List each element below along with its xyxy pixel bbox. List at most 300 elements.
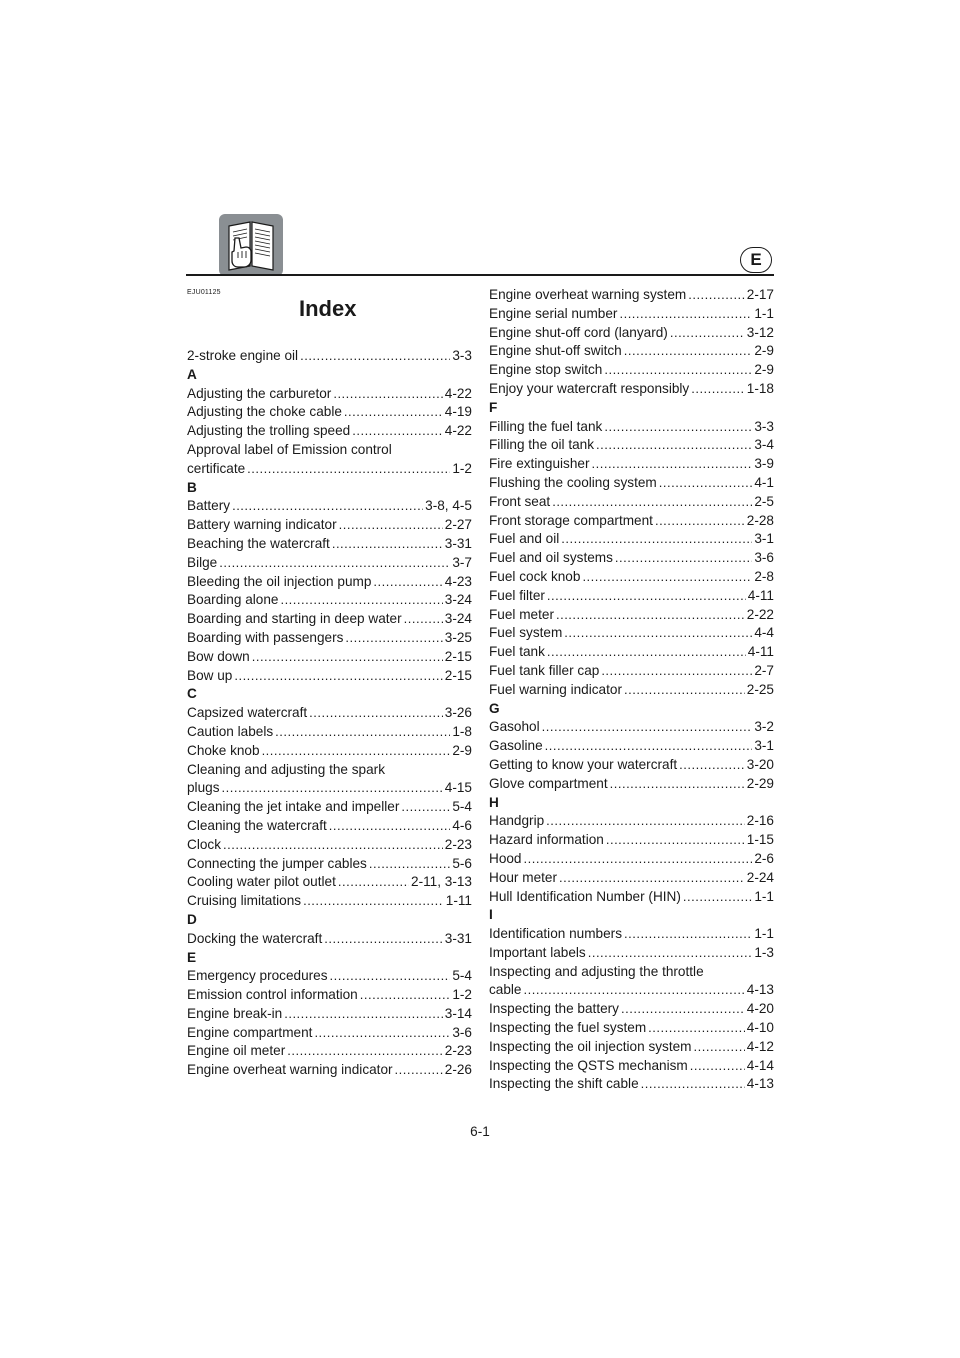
index-entry-page: 3-1 — [754, 738, 774, 754]
dot-leader — [329, 817, 451, 836]
index-entry-page: 3-20 — [746, 756, 774, 772]
index-entry-text: Cruising limitations — [187, 893, 302, 909]
manual-book-hand-icon — [219, 214, 283, 276]
index-entry-text: Capsized watercraft — [187, 705, 308, 721]
dot-leader — [624, 925, 752, 944]
index-entry — [489, 418, 774, 437]
index-entry-text: Fuel tank — [489, 644, 545, 660]
index-entry-page: 3-7 — [452, 554, 472, 570]
dot-leader — [655, 512, 745, 531]
document-code: EJU01125 — [187, 289, 221, 296]
dot-leader — [547, 587, 746, 606]
index-entry — [489, 756, 774, 775]
index-entry-page: 5-4 — [452, 968, 472, 984]
index-entry-page: 2-26 — [444, 1062, 472, 1078]
index-entry-page: 4-19 — [444, 404, 472, 420]
index-entry — [187, 648, 472, 667]
dot-leader — [694, 1038, 745, 1057]
index-entry-page: 3-6 — [452, 1024, 472, 1040]
index-entry — [489, 380, 774, 399]
index-entry-page: 3-26 — [444, 705, 472, 721]
dot-leader — [624, 681, 745, 700]
dot-leader — [683, 888, 752, 907]
index-entry — [187, 591, 472, 610]
index-entry — [187, 1024, 472, 1043]
index-entry-page: 2-16 — [746, 813, 774, 829]
index-entry-page: 3-12 — [746, 324, 774, 340]
index-section-letter: G — [489, 700, 500, 716]
index-entry-text: Adjusting the carburetor — [187, 385, 332, 401]
dot-leader — [404, 610, 443, 629]
index-entry-text: Adjusting the trolling speed — [187, 423, 351, 439]
index-entry-text: Boarding alone — [187, 592, 279, 608]
index-entry-text: Inspecting the oil injection system — [489, 1038, 692, 1054]
index-entry — [489, 286, 774, 305]
index-entry — [489, 549, 774, 568]
index-entry-text: Battery warning indicator — [187, 517, 337, 533]
index-section-letter: B — [187, 479, 197, 495]
dot-leader — [604, 418, 752, 437]
index-entry-page: 5-6 — [452, 855, 472, 871]
dot-leader — [641, 1075, 745, 1094]
dot-leader — [303, 892, 444, 911]
index-entry-text: Bow down — [187, 648, 250, 664]
index-entry — [489, 662, 774, 681]
dot-leader — [280, 591, 442, 610]
dot-leader — [314, 1024, 450, 1043]
index-entry-page: 3-24 — [444, 592, 472, 608]
index-entry-page: 3-31 — [444, 535, 472, 551]
index-entry-page: 2-24 — [746, 869, 774, 885]
index-entry-text: Inspecting the battery — [489, 1001, 619, 1017]
index-entry-text: Engine shut-off cord (lanyard) — [489, 324, 668, 340]
index-entry-page: 4-23 — [444, 573, 472, 589]
index-entry-page: 4-6 — [452, 817, 472, 833]
dot-leader — [223, 836, 443, 855]
index-entry-text: Boarding with passengers — [187, 629, 344, 645]
index-entry-text: 2-stroke engine oil — [187, 348, 299, 363]
index-entry-text: Approval label of Emission control — [187, 441, 392, 457]
index-entry — [489, 455, 774, 474]
index-entry — [187, 1042, 472, 1061]
dot-leader — [352, 422, 443, 441]
index-entry-page: 4-22 — [444, 423, 472, 439]
index-entry-page: 3-1 — [754, 531, 774, 547]
index-entry — [489, 850, 774, 869]
index-entry — [489, 831, 774, 850]
index-entry-page: 2-25 — [746, 681, 774, 697]
index-entry-page: 2-28 — [746, 512, 774, 528]
dot-leader — [330, 967, 451, 986]
index-entry-text: Boarding and starting in deep water — [187, 611, 402, 627]
index-entry-page: 3-8, 4-5 — [425, 498, 472, 514]
index-entry-page: 3-24 — [444, 611, 472, 627]
index-entry-page: 4-22 — [444, 385, 472, 401]
index-entry — [187, 930, 472, 949]
index-entry-page: 1-1 — [754, 305, 774, 321]
index-entry-page: 4-12 — [746, 1038, 774, 1054]
dot-leader — [559, 869, 745, 888]
index-entry-page: 3-3 — [754, 418, 774, 434]
index-entry-page: 4-13 — [746, 982, 774, 998]
index-entry — [187, 422, 472, 441]
index-entry-page: 2-6 — [754, 850, 774, 866]
index-entry-page: 5-4 — [452, 799, 472, 815]
dot-leader — [690, 1057, 745, 1076]
dot-leader — [604, 361, 752, 380]
index-section-letter: F — [489, 399, 498, 415]
index-entry-text: Cleaning the watercraft — [187, 817, 327, 833]
index-entry-page: 4-4 — [754, 625, 774, 641]
dot-leader — [556, 606, 745, 625]
index-entry-text: Fuel filter — [489, 587, 545, 603]
index-entry-page: 1-8 — [452, 723, 472, 739]
index-entry-text: Fuel cock knob — [489, 568, 581, 584]
index-entry-text: Filling the oil tank — [489, 437, 595, 453]
index-entry — [187, 497, 472, 516]
index-entry — [489, 888, 774, 907]
page-number: 6-1 — [470, 1124, 490, 1139]
index-entry-page: 2-15 — [444, 667, 472, 683]
index-entry — [489, 606, 774, 625]
index-entry — [489, 530, 774, 549]
index-entry-text: Gasoline — [489, 738, 543, 754]
index-entry — [489, 568, 774, 587]
index-entry — [489, 643, 774, 662]
index-entry-text: Adjusting the choke cable — [187, 404, 342, 420]
index-entry-text: Handgrip — [489, 813, 545, 829]
dot-leader — [247, 460, 450, 479]
index-entry-page: 2-17 — [746, 287, 774, 302]
index-entry-text: Engine oil meter — [187, 1043, 286, 1059]
index-entry-page: 1-2 — [452, 987, 472, 1003]
index-entry-text: Clock — [187, 836, 221, 852]
dot-leader — [606, 831, 745, 850]
index-entry — [187, 723, 472, 742]
index-entry-text: cable — [489, 982, 522, 998]
index-entry-text: Fuel and oil — [489, 531, 560, 547]
index-entry-page: 1-11 — [445, 893, 472, 909]
index-entry-page: 2-5 — [754, 493, 774, 509]
index-entry-text: Connecting the jumper cables — [187, 855, 367, 871]
index-entry-text: Fuel warning indicator — [489, 681, 622, 697]
index-entry — [489, 305, 774, 324]
index-entry-page: 1-1 — [754, 888, 774, 904]
index-entry-text: Fuel tank filler cap — [489, 662, 600, 678]
dot-leader — [615, 549, 752, 568]
index-section-letter: I — [489, 907, 493, 923]
index-entry-page: 2-27 — [444, 517, 472, 533]
index-entry-page: 2-9 — [754, 343, 774, 359]
index-entry — [187, 667, 472, 686]
index-entry — [187, 986, 472, 1005]
index-entry-text: Emission control information — [187, 987, 358, 1003]
index-entry-text: Hour meter — [489, 869, 557, 885]
index-entry — [489, 361, 774, 380]
index-entry-page: 1-3 — [754, 944, 774, 960]
index-entry — [187, 535, 472, 554]
dot-leader — [262, 742, 451, 761]
index-entry-page: 4-20 — [746, 1001, 774, 1017]
dot-leader — [659, 474, 753, 493]
index-entry-text: Inspecting the QSTS mechanism — [489, 1057, 688, 1073]
index-entry-text: Front storage compartment — [489, 512, 653, 528]
index-entry — [187, 836, 472, 855]
dot-leader — [284, 1005, 443, 1024]
dot-leader — [621, 1000, 745, 1019]
index-entry — [187, 967, 472, 986]
index-entry-text: Important labels — [489, 944, 586, 960]
index-entry-page: 1-18 — [746, 380, 774, 396]
dot-leader — [601, 662, 752, 681]
index-entry-page: 2-23 — [444, 1043, 472, 1059]
dot-leader — [564, 624, 752, 643]
dot-leader — [588, 944, 753, 963]
index-entry — [187, 798, 472, 817]
page-title: Index — [299, 296, 357, 321]
dot-leader — [219, 554, 450, 573]
index-entry — [489, 718, 774, 737]
index-entry-page: 1-1 — [754, 926, 774, 942]
index-entry — [187, 403, 472, 422]
dot-leader — [547, 643, 746, 662]
index-entry-text: Battery — [187, 498, 231, 514]
index-entry-page: 3-4 — [754, 437, 774, 453]
dot-leader — [395, 1061, 443, 1080]
index-entry — [489, 587, 774, 606]
index-entry-page: 3-2 — [754, 719, 774, 735]
index-column-left — [187, 347, 472, 1080]
index-entry-page: 4-10 — [746, 1020, 774, 1036]
index-entry-text: Beaching the watercraft — [187, 535, 330, 551]
header-rule — [186, 274, 774, 276]
dot-leader — [252, 648, 443, 667]
index-entry — [187, 779, 472, 798]
dot-leader — [610, 775, 745, 794]
dot-leader — [542, 718, 753, 737]
dot-leader — [670, 324, 745, 343]
dot-leader — [561, 530, 752, 549]
dot-leader — [624, 342, 753, 361]
dot-leader — [552, 493, 752, 512]
dot-leader — [309, 704, 443, 723]
index-entry-text: Bow up — [187, 667, 233, 683]
index-entry-text: Fuel and oil systems — [489, 550, 613, 566]
index-entry-page: 4-15 — [444, 780, 472, 796]
index-entry — [187, 629, 472, 648]
index-entry — [187, 742, 472, 761]
index-entry-text: Front seat — [489, 493, 551, 509]
dot-leader — [592, 455, 753, 474]
index-entry-text: Identification numbers — [489, 926, 622, 942]
index-entry-text: Cleaning the jet intake and impeller — [187, 799, 400, 815]
index-entry-text: Bilge — [187, 554, 218, 570]
index-entry — [187, 873, 472, 892]
dot-leader — [360, 986, 451, 1005]
index-entry — [489, 812, 774, 831]
index-entry-text: plugs — [187, 780, 220, 796]
index-entry-page: 3-6 — [754, 550, 774, 566]
index-entry-page: 4-1 — [754, 474, 774, 490]
index-entry-page: 3-3 — [452, 348, 472, 363]
dot-leader — [275, 723, 450, 742]
index-entry-text: Engine overheat warning indicator — [187, 1062, 393, 1078]
index-entry-page: 2-15 — [444, 648, 472, 664]
index-entry-page: 3-31 — [444, 930, 472, 946]
index-entry — [489, 1000, 774, 1019]
dot-leader — [333, 385, 442, 404]
index-entry-page: 1-15 — [746, 832, 774, 848]
index-entry — [489, 925, 774, 944]
index-entry-text: Getting to know your watercraft — [489, 756, 678, 772]
index-entry-text: Enjoy your watercraft responsibly — [489, 380, 690, 396]
index-entry-text: Fuel system — [489, 625, 563, 641]
dot-leader — [222, 779, 443, 798]
dot-leader — [287, 1042, 443, 1061]
dot-leader — [524, 850, 753, 869]
index-entry-text: Hood — [489, 850, 522, 866]
index-entry-page: 2-8 — [754, 568, 774, 584]
dot-leader — [324, 930, 443, 949]
dot-leader — [619, 305, 752, 324]
index-entry — [489, 1019, 774, 1038]
index-entry — [187, 554, 472, 573]
index-section-letter: E — [187, 949, 197, 965]
index-entry-page: 2-29 — [746, 775, 774, 791]
index-section-letter: C — [187, 686, 197, 702]
index-entry — [489, 737, 774, 756]
index-entry-page: 2-22 — [746, 606, 774, 622]
index-entry-text: Engine overheat warning system — [489, 287, 687, 302]
dot-leader — [545, 737, 753, 756]
index-entry-text: Fire extinguisher — [489, 456, 590, 472]
index-entry — [187, 573, 472, 592]
index-entry — [489, 493, 774, 512]
index-entry — [489, 474, 774, 493]
dot-leader — [691, 380, 745, 399]
index-entry-text: Engine compartment — [187, 1024, 313, 1040]
index-entry-text: Engine shut-off switch — [489, 343, 622, 359]
index-entry-page: 3-25 — [444, 629, 472, 645]
dot-leader — [373, 573, 442, 592]
index-section-letter: D — [187, 911, 197, 927]
index-entry-page: 2-9 — [452, 742, 472, 758]
index-entry — [489, 1057, 774, 1076]
index-entry-text: Bleeding the oil injection pump — [187, 573, 372, 589]
index-entry-text: Filling the fuel tank — [489, 418, 603, 434]
dot-leader — [648, 1019, 745, 1038]
index-entry-page: 4-13 — [746, 1076, 774, 1092]
index-entry-text: Hazard information — [489, 832, 604, 848]
dot-leader — [332, 535, 443, 554]
index-entry-text: Fuel meter — [489, 606, 554, 622]
index-entry — [489, 1075, 774, 1094]
index-entry — [489, 869, 774, 888]
index-entry-page: 4-14 — [746, 1057, 774, 1073]
index-entry-text: Glove compartment — [489, 775, 608, 791]
dot-leader — [232, 497, 423, 516]
index-entry — [187, 385, 472, 404]
language-badge: E — [740, 247, 772, 273]
dot-leader — [524, 981, 745, 1000]
index-entry — [489, 512, 774, 531]
index-entry-page: 4-11 — [747, 587, 774, 603]
index-entry — [489, 681, 774, 700]
dot-leader — [582, 568, 752, 587]
dot-leader — [679, 756, 745, 775]
index-entry — [489, 324, 774, 343]
index-section-letter: H — [489, 794, 499, 810]
dot-leader — [345, 629, 442, 648]
index-entry — [489, 436, 774, 455]
index-entry-page: 2-23 — [444, 836, 472, 852]
index-entry-text: certificate — [187, 460, 246, 476]
index-entry-page: 1-2 — [452, 460, 472, 476]
index-entry — [489, 981, 774, 1000]
index-entry-page: 2-7 — [754, 662, 774, 678]
index-entry — [489, 775, 774, 794]
dot-leader — [688, 286, 745, 305]
index-entry-page: 3-9 — [754, 456, 774, 472]
index-entry — [187, 610, 472, 629]
dot-leader — [344, 403, 443, 422]
index-entry-text: Flushing the cooling system — [489, 474, 657, 490]
index-entry-text: Inspecting and adjusting the throttle — [489, 963, 704, 979]
index-entry — [489, 624, 774, 643]
index-entry-text: Engine stop switch — [489, 362, 603, 378]
index-entry — [187, 460, 472, 479]
index-entry-text: Engine serial number — [489, 305, 618, 321]
index-entry-text: Gasohol — [489, 719, 540, 735]
index-entry-text: Choke knob — [187, 742, 260, 758]
dot-leader — [234, 667, 442, 686]
index-entry-text: Caution labels — [187, 723, 274, 739]
index-entry — [489, 1038, 774, 1057]
index-entry — [187, 892, 472, 911]
index-entry-text: Inspecting the shift cable — [489, 1076, 639, 1092]
dot-leader — [596, 436, 752, 455]
index-entry — [489, 944, 774, 963]
index-entry-text: Cleaning and adjusting the spark — [187, 761, 385, 777]
index-entry — [187, 1005, 472, 1024]
index-entry-text: Cooling water pilot outlet — [187, 874, 336, 890]
index-entry-page: 4-11 — [747, 644, 774, 660]
index-entry — [187, 855, 472, 874]
index-entry-page: 2-9 — [754, 362, 774, 378]
dot-leader — [401, 798, 450, 817]
index-entry-text: Inspecting the fuel system — [489, 1020, 647, 1036]
index-entry-text: Hull Identification Number (HIN) — [489, 888, 681, 904]
index-column-right — [489, 286, 774, 1094]
dot-leader — [300, 347, 450, 366]
index-entry-page: 2-11, 3-13 — [411, 874, 472, 890]
index-entry-page: 3-14 — [444, 1005, 472, 1021]
index-entry — [489, 342, 774, 361]
index-entry — [187, 1061, 472, 1080]
index-entry — [187, 516, 472, 535]
dot-leader — [369, 855, 450, 874]
index-entry-text: Docking the watercraft — [187, 930, 323, 946]
dot-leader — [546, 812, 745, 831]
dot-leader — [338, 873, 409, 892]
index-entry — [187, 704, 472, 723]
index-entry — [187, 347, 472, 366]
dot-leader — [339, 516, 443, 535]
index-entry — [187, 817, 472, 836]
index-entry-text: Engine break-in — [187, 1005, 283, 1021]
index-entry-text: Emergency procedures — [187, 968, 328, 984]
index-section-letter: A — [187, 366, 197, 382]
